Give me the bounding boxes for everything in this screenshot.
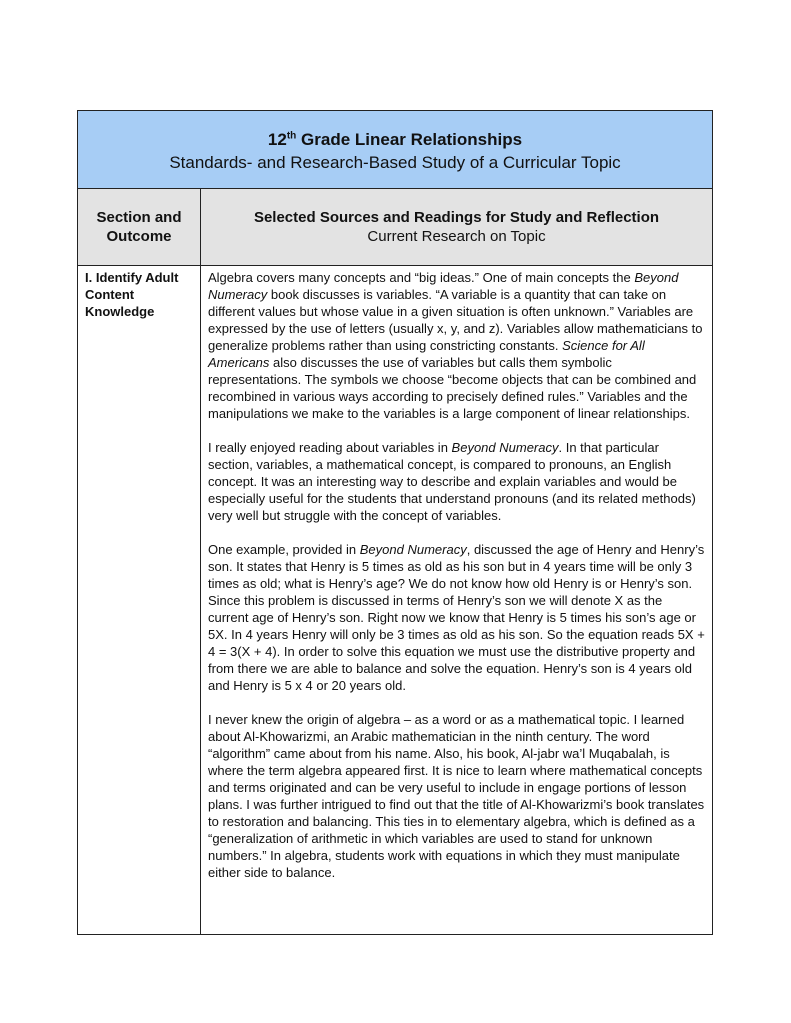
title-banner	[78, 111, 713, 189]
reading-paragraph	[208, 711, 705, 881]
book-title-text: Beyond Numeracy	[208, 270, 679, 302]
readings-body	[202, 267, 711, 933]
reading-paragraph	[208, 439, 705, 524]
header-right-title: Selected Sources and Readings for Study and Reflection	[253, 209, 660, 226]
book-title-text: Science for All Americans	[208, 338, 645, 370]
book-title-text: Beyond Numeracy	[359, 542, 467, 557]
paragraph-text: I really enjoyed reading about variables in	[208, 440, 452, 455]
paragraph-text: I never knew the origin of algebra – as a word or as a mathematical topic. I learned about Al-Khowarizmi, an Arabic mathematician in the ninth century. The word “algorithm” came about from his name. Also, his book, Al-jabr wa’l Muqabalah, is where the term algebra appeared first. It is nice to learn where mathematical concepts and terms originated and can be very useful to include in engage portions of lesson plans. I was further intrigued to find out that the title of Al-Khowarizmi’s book translates to restoration and balancing. This ties in to elementary algebra, which is defined as a “generalization of arithmetic in which variables are used to stand for unknown numbers.” In algebra, students work with equations in which they must manipulate either side to balance.	[208, 712, 705, 880]
document-title: 12th Grade Linear Relationships	[267, 130, 523, 149]
book-title-text: Beyond Numeracy	[451, 440, 559, 455]
paragraph-text: One example, provided in	[208, 542, 360, 557]
outcome-label: I. Identify Adult Content Knowledge	[85, 270, 179, 319]
header-right-subtitle: Current Research on Topic	[367, 228, 546, 245]
outcome-cell	[78, 266, 201, 935]
readings-cell	[201, 266, 713, 935]
paragraph-text: , discussed the age of Henry and Henry’s son. It states that Henry is 5 times as old as his son but in 4 years time will be only 3 times as old; what is Henry’s age? We do not know how old Henry is or Henry’s son. Since this problem is discussed in terms of Henry’s son we will denote X as the current age of Henry’s son. Right now we know that Henry is 5 times his son’s age or 5X. In 4 years Henry will only be 3 times as old as his son. So the equation reads 5X + 4 = 3(X + 4). In order to solve this equation we must use the distributive property and from there we are able to balance and solve the equation. Henry’s son is 4 years old and Henry is 5 x 4 or 20 years old.	[208, 542, 705, 693]
paragraph-text: Algebra covers many concepts and “big ideas.” One of main concepts the	[208, 270, 635, 285]
reading-paragraph	[208, 269, 705, 422]
paragraph-text: book discusses is variables. “A variable is a quantity that can take on different values but whose value in a given situation is often unknown.” Variables are expressed by the use of letters (usually x, y, and z). Variables allow mathematicians to generalize problems rather than using constricting constants.	[208, 287, 703, 353]
paragraph-text: . In that particular section, variables, a mathematical concept, is compared to pronouns, an English concept. It was an interesting way to describe and explain variables and would be especially useful for the students that understand pronouns (and its related methods) very well but struggle with the concept of variables.	[208, 440, 696, 523]
reading-paragraph	[208, 541, 705, 694]
paragraph-text: also discusses the use of variables but calls them symbolic representations. The symbols we choose “become objects that can be combined and recombined in various ways according to precisely defined rules.” Variables and the manipulations we make to the variables is a large component of linear relationships.	[208, 355, 697, 421]
document-subtitle: Standards- and Research-Based Study of a Curricular Topic	[169, 153, 621, 172]
header-left-label: Section and Outcome	[96, 209, 182, 245]
header-sources	[201, 189, 713, 266]
header-section-outcome	[78, 189, 201, 266]
curriculum-table	[77, 110, 713, 935]
